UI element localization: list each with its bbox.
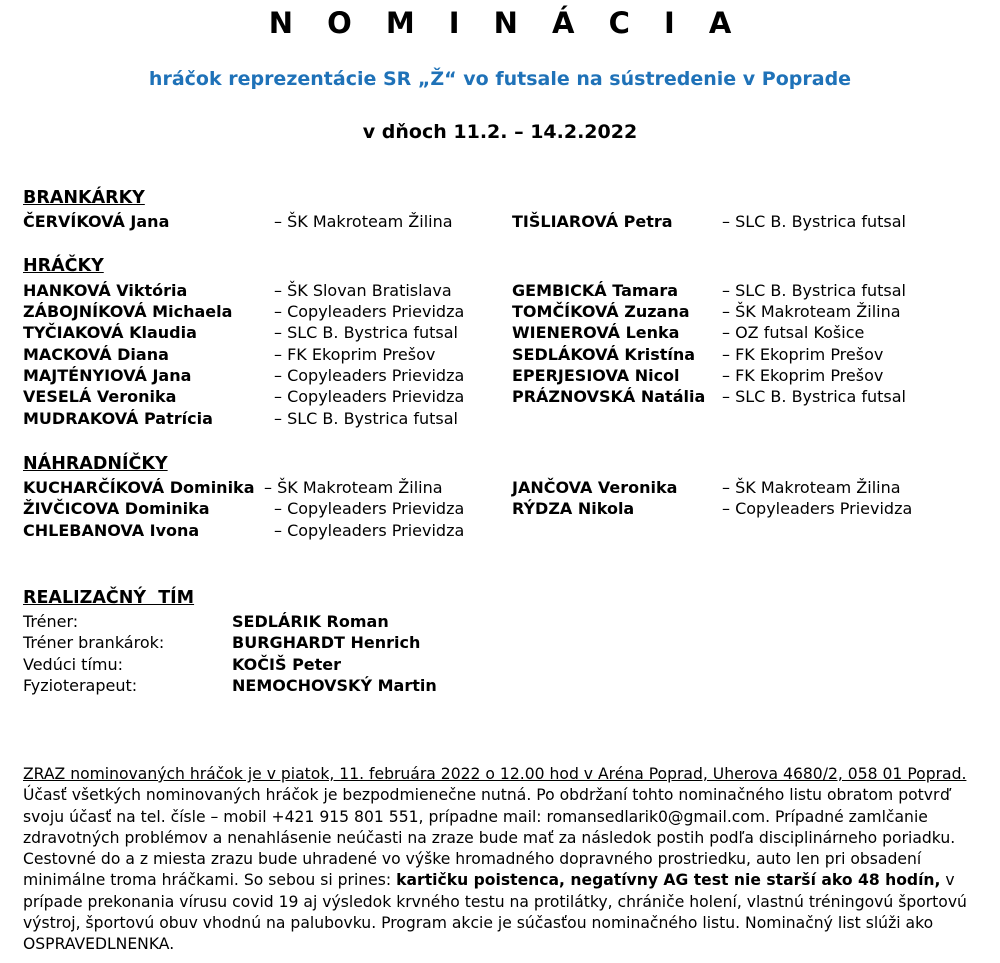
goalkeeper-club: – ŠK Makroteam Žilina (274, 212, 453, 231)
player-name: SEDLÁKOVÁ Kristína (512, 345, 696, 364)
staff-role: Tréner brankárok: (23, 633, 165, 652)
player-club: – Copyleaders Prievidza (274, 366, 465, 385)
player-club: – SLC B. Bystrica futsal (274, 409, 458, 428)
section-heading-staff: REALIZAČNÝ TÍM (23, 588, 195, 608)
player-name: GEMBICKÁ Tamara (512, 281, 679, 300)
notice-paragraph (23, 764, 973, 956)
player-name: WIENEROVÁ Lenka (512, 323, 680, 342)
goalkeeper-club: – SLC B. Bystrica futsal (722, 212, 906, 231)
notice-text: v prípade prekonania vírusu covid 19 aj výsledok krvného testu na protilátky, chrániče holení, vlastnú tréningovú športovú výstroj, športovú obuv vhodnú na palubovku. Program akcie je súčasťou nominačného listu. Nominačný list slúži ako OSPRAVEDLNENKA. (23, 871, 967, 954)
player-name: ZÁBOJNÍKOVÁ Michaela (23, 302, 233, 321)
player-club: – Copyleaders Prievidza (274, 387, 465, 406)
player-name: EPERJESIOVA Nicol (512, 366, 680, 385)
player-club: – FK Ekoprim Prešov (274, 345, 436, 364)
staff-name: NEMOCHOVSKÝ Martin (232, 676, 437, 695)
substitute-club: – ŠK Makroteam Žilina (264, 478, 443, 497)
player-club: – OZ futsal Košice (722, 323, 865, 342)
substitute-name: CHLEBANOVA Ivona (23, 521, 200, 540)
required-items: kartičku poistenca, negatívny AG test nie starší ako 48 hodín, (396, 871, 941, 890)
goalkeeper-name: ČERVÍKOVÁ Jana (23, 212, 170, 231)
goalkeeper-name: TIŠLIAROVÁ Petra (512, 212, 673, 231)
player-name: HANKOVÁ Viktória (23, 281, 188, 300)
substitute-name: JANČOVA Veronika (512, 478, 678, 497)
player-name: MUDRAKOVÁ Patrícia (23, 409, 213, 428)
substitute-club: – Copyleaders Prievidza (722, 499, 913, 518)
meeting-info: ZRAZ nominovaných hráčok je v piatok, 11. februára 2022 o 12.00 hod v Aréna Poprad, Uherova 4680/2, 058 01 Poprad. (23, 765, 967, 783)
section-heading-goalkeepers: BRANKÁRKY (23, 188, 145, 208)
player-name: MACKOVÁ Diana (23, 345, 169, 364)
substitute-name: ŽIVČICOVA Dominika (23, 499, 210, 518)
staff-name: KOČIŠ Peter (232, 655, 342, 674)
player-club: – Copyleaders Prievidza (274, 302, 465, 321)
section-heading-players: HRÁČKY (23, 256, 104, 276)
staff-name: BURGHARDT Henrich (232, 633, 421, 652)
document-subtitle: hráčok reprezentácie SR „Ž“ vo futsale na sústredenie v Poprade (148, 68, 852, 90)
player-club: – SLC B. Bystrica futsal (722, 281, 906, 300)
substitute-club: – ŠK Makroteam Žilina (722, 478, 901, 497)
notice-text: Účasť všetkých nominovaných hráčok je bezpodmienečne nutná. Po obdržaní tohto nominačného listu obratom potvrď svoju účasť na tel. čísle – mobil +421 915 801 551, prípadne mail: romansedlarik0@gmail.com. Prípadné zamlčanie zdravotných problémov a nenahlásenie neúčasti na zraze bude mať za následok postih podľa disciplinárneho poriadku. Cestovné do a z miesta zrazu bude uhradené vo výške hromadného dopravného prostriedku, auto len pri obsadení minimálne troma hráčkami. So sebou si prines: (23, 786, 956, 890)
player-name: TYČIAKOVÁ Klaudia (23, 323, 197, 342)
staff-role: Vedúci tímu: (23, 655, 124, 674)
substitute-club: – Copyleaders Prievidza (274, 499, 465, 518)
substitute-name: RÝDZA Nikola (512, 499, 635, 518)
staff-role: Tréner: (23, 612, 79, 631)
player-club: – FK Ekoprim Prešov (722, 345, 884, 364)
player-club: – ŠK Slovan Bratislava (274, 281, 452, 300)
substitute-club: – Copyleaders Prievidza (274, 521, 465, 540)
substitute-name: KUCHARČÍKOVÁ Dominika (23, 478, 255, 497)
player-name: PRÁZNOVSKÁ Natália (512, 387, 706, 406)
document-title: N O M I N Á C I A (268, 6, 744, 40)
player-club: – FK Ekoprim Prešov (722, 366, 884, 385)
staff-name: SEDLÁRIK Roman (232, 612, 389, 631)
staff-role: Fyzioterapeut: (23, 676, 138, 695)
player-name: TOMČÍKOVÁ Zuzana (512, 302, 690, 321)
player-name: VESELÁ Veronika (23, 387, 177, 406)
player-name: MAJTÉNYIOVÁ Jana (23, 366, 192, 385)
player-club: – ŠK Makroteam Žilina (722, 302, 901, 321)
player-club: – SLC B. Bystrica futsal (274, 323, 458, 342)
section-heading-substitutes: NÁHRADNÍČKY (23, 454, 168, 474)
player-club: – SLC B. Bystrica futsal (722, 387, 906, 406)
event-dates: v dňoch 11.2. – 14.2.2022 (362, 121, 638, 143)
